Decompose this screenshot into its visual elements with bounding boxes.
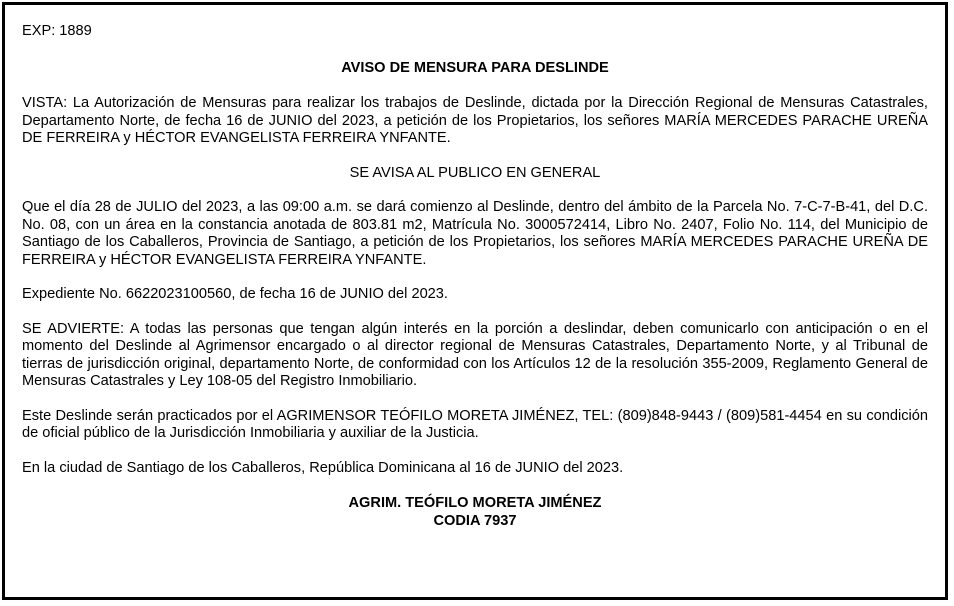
notice-content: [22, 23, 928, 530]
legal-notice-box: [2, 2, 948, 600]
expediente-header: EXP: 1889: [22, 23, 92, 39]
expediente-paragraph: Expediente No. 6622023100560, de fecha 16 de JUNIO del 2023.: [22, 286, 448, 302]
signature-codia: CODIA 7937: [433, 513, 517, 529]
signature-name: AGRIM. TEÓFILO MORETA JIMÉNEZ: [348, 495, 602, 511]
practicado-paragraph: Este Deslinde serán practicados por el AGRIMENSOR TEÓFILO MORETA JIMÉNEZ, TEL: (809)848-9443 / (809)581-4454 en su condición de oficial público de la Jurisdicción Inmobiliaria y auxiliar de la Justicia.: [22, 407, 928, 441]
vista-paragraph: VISTA: La Autorización de Mensuras para realizar los trabajos de Deslinde, dictada por la Dirección Regional de Mensuras Catastrales, Departamento Norte, de fecha 16 de JUNIO del 2023, a petición de los Propietarios, los señores MARÍA MERCEDES PARACHE UREÑA DE FERREIRA y HÉCTOR EVANGELISTA FERREIRA YNFANTE.: [22, 95, 928, 146]
notice-title: AVISO DE MENSURA PARA DESLINDE: [341, 59, 609, 76]
ciudad-paragraph: En la ciudad de Santiago de los Caballeros, República Dominicana al 16 de JUNIO del 2023.: [22, 459, 624, 476]
advierte-paragraph: SE ADVIERTE: A todas las personas que tengan algún interés en la porción a deslindar, deben comunicarlo con anticipación o en el momento del Deslinde al Agrimensor encargado o al director regional de Mensuras Catastrales, Departamento Norte, y al Tribunal de tierras de jurisdicción original, departamento Norte, de conformidad con los Artículos 12 de la resolución 355-2009, Reglamento General de Mensuras Catastrales y Ley 108-05 del Registro Inmobiliario.: [22, 320, 928, 389]
body-paragraph: Que el día 28 de JULIO del 2023, a las 09:00 a.m. se dará comienzo al Deslinde, dentro del ámbito de la Parcela No. 7-C-7-B-41, del D.C. No. 08, con un área en la constancia anotada de 803.81 m2, Matrícula No. 3000572414, Libro No. 2407, Folio No. 114, del Municipio de Santiago de los Caballeros, Provincia de Santiago, a petición de los Propietarios, los señores MARÍA MERCEDES PARACHE UREÑA DE FERREIRA y HÉCTOR EVANGELISTA FERREIRA YNFANTE.: [22, 199, 928, 268]
notice-subtitle: SE AVISA AL PUBLICO EN GENERAL: [349, 164, 601, 181]
